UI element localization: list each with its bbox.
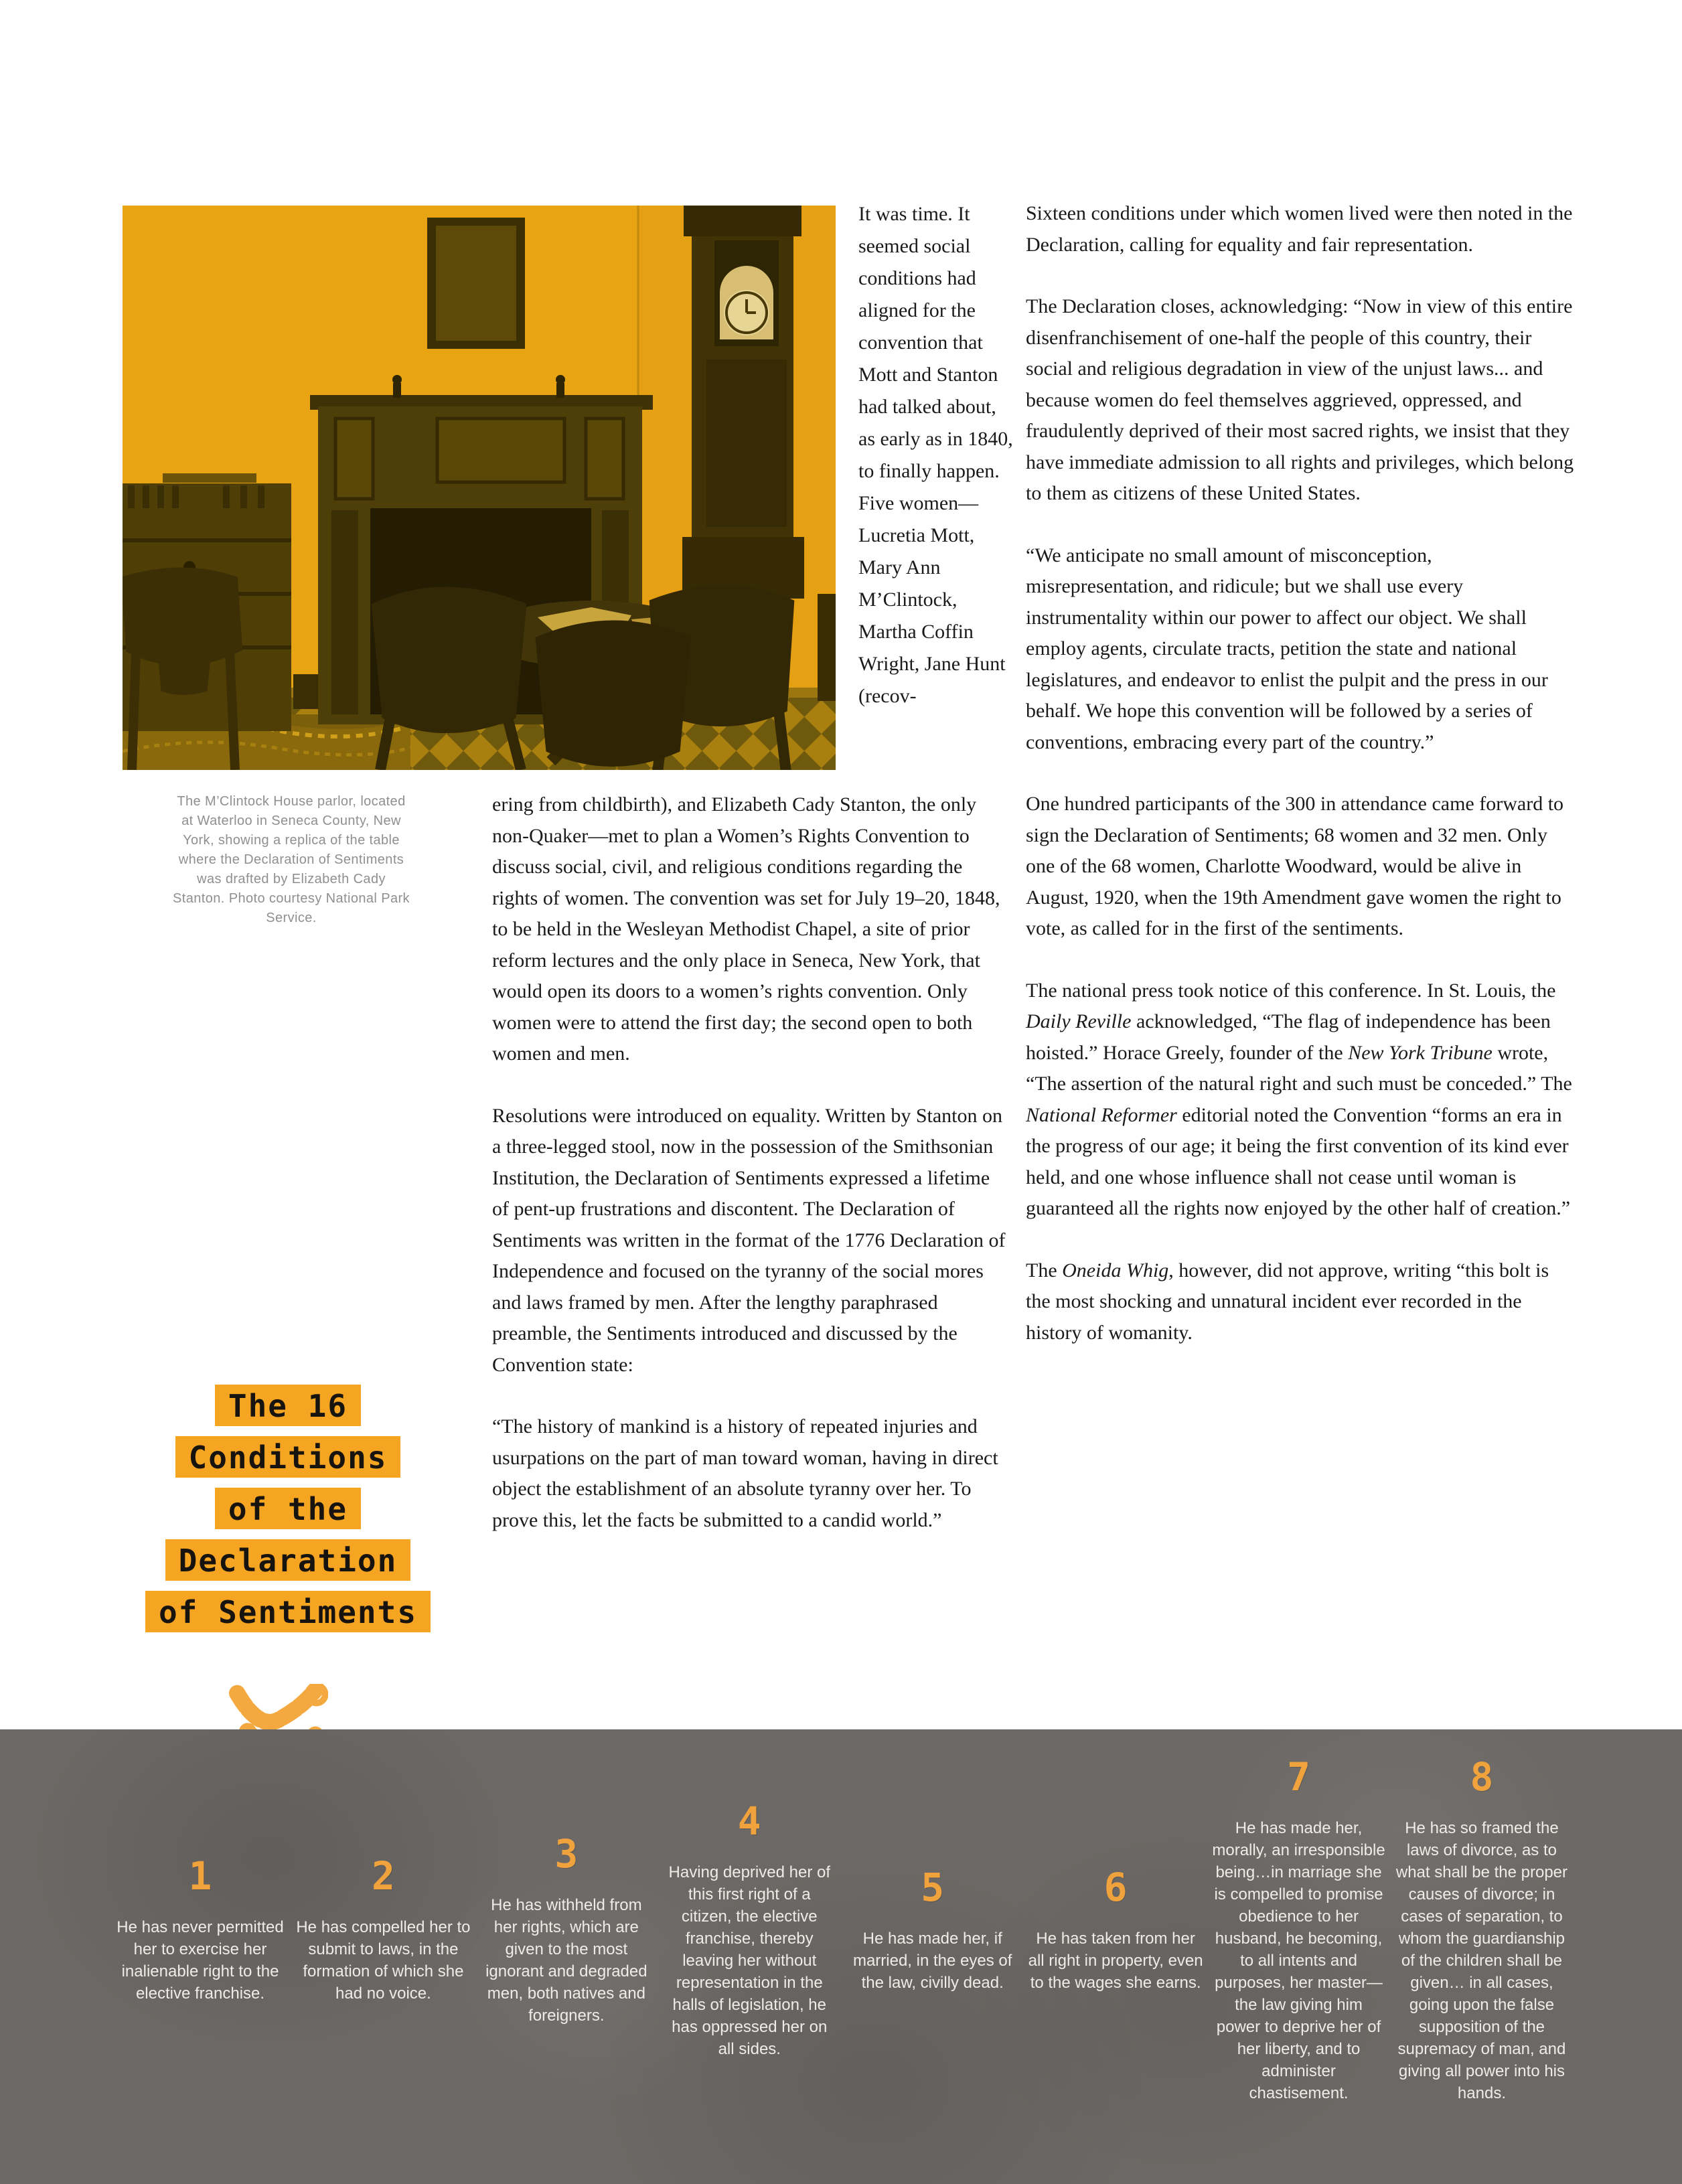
headline-line: Conditions: [175, 1436, 401, 1478]
condition-item: [845, 1864, 1020, 1994]
column-narrow: [858, 198, 1014, 743]
paragraph: The Declaration closes, acknowledging: “Now in view of this entire disenfranchisement of one-half the people of this country, their social and religious degradation in view of the unjust laws... and because women do feel themselves aggrieved, oppressed, and fraudulently deprived of their most sacred rights, we insist that they have immediate admission to all rights and privileges, which belong to them as citizens of these United States.: [1026, 295, 1574, 504]
headline-line: of Sentiments: [145, 1591, 431, 1632]
column-right: [1026, 198, 1576, 1379]
paragraph: Resolutions were introduced on equality. Written by Stanton on a three-legged stool, now in the possession of the Smithsonian Institution, the Declaration of Sentiments expressed a lifetime of pent-up frustrations and discontent. The Declaration of Sentiments was written in the format of the 1776 Declaration of Independence and focused on the tyranny of the social mores and laws framed by men. After the lengthy paraphrased preamble, the Sentiments introduced and discussed by the Convention state:: [492, 1104, 1006, 1376]
paragraph: “We anticipate no small amount of misconception, misrepresentation, and ridicule; but we shall use every instrumentality within our power to affect our object. We shall employ agents, circulate tracts, petition the state and national legislatures, and endeavor to enlist the pulpit and the press in our behalf. We hope this convention will be followed by a series of conventions, embracing every part of the country.”: [1026, 544, 1548, 753]
condition-number: 3: [554, 1831, 579, 1877]
condition-text: He has made her, if married, in the eyes of the law, civilly dead.: [852, 1929, 1012, 1992]
paragraph: “The history of mankind is a history of repeated injuries and usurpations on the part of man toward woman, having in direct object the establishment of an absolute tyranny over her. To prove this, let the facts be submitted to a candid world.”: [492, 1415, 998, 1531]
condition-text: He has compelled her to submit to laws, in the formation of which she had no voice.: [296, 1918, 471, 2003]
headline-line: The 16: [215, 1385, 361, 1426]
conditions-row: [112, 1729, 1570, 2131]
condition-number: 4: [737, 1798, 761, 1844]
condition-number: 8: [1470, 1753, 1494, 1800]
condition-number: 1: [188, 1853, 212, 1899]
condition-item: [479, 1831, 654, 2027]
column-middle: [492, 789, 1009, 1567]
condition-text: He has never permitted her to exercise her inalienable right to the elective franchise.: [117, 1918, 284, 2003]
headline-line: Declaration: [165, 1539, 411, 1581]
paragraph: The Oneida Whig, however, did not approve, writing “this bolt is the most shocking and unnatural incident ever recorded in the history of womanity.: [1026, 1259, 1549, 1344]
condition-number: 6: [1103, 1864, 1128, 1910]
condition-text: He has withheld from her rights, which are given to the most ignorant and degraded men, both natives and foreigners.: [485, 1896, 647, 2025]
condition-item: [1211, 1753, 1387, 2104]
condition-item: [112, 1853, 288, 2005]
condition-item: [1028, 1864, 1203, 1994]
paragraph: ering from childbirth), and Elizabeth Cady Stanton, the only non-Quaker—met to plan a Women’s Rights Convention to discuss social, civil, and religious conditions regarding the rights of women. The convention was set for July 19–20, 1848, to be held in the Wesleyan Methodist Chapel, a site of prior reform lectures and the only place in Seneca, New York, that would open its doors to a women’s rights convention. Only women were to attend the first day; the second open to both women and men.: [492, 793, 1000, 1065]
condition-number: 7: [1287, 1753, 1310, 1800]
condition-item: [295, 1853, 471, 2005]
condition-text: He has so framed the laws of divorce, as to what shall be the proper causes of divorce; in cases of separation, to whom the guardianship of the children shall be given… in all cases, going upon the false supposition of the supremacy of man, and giving all power into his hands.: [1395, 1818, 1568, 2102]
section-headline: [94, 1385, 482, 1642]
paragraph: Sixteen conditions under which women lived were then noted in the Declaration, calling for equality and fair representation.: [1026, 202, 1573, 256]
paragraph: The national press took notice of this conference. In St. Louis, the Daily Reville acknowledged, “The flag of independence has been hoisted.” Horace Greely, founder of the New York Tribune wrote, “The assertion of the natural right and such must be conceded.” The National Reformer editorial noted the Convention “forms an era in the progress of our age; it being the first convention of its kind ever held, and one whose influence shall not cease until woman is guaranteed all the rights now enjoyed by the other half of creation.”: [1026, 979, 1572, 1219]
grandfather-clock: [682, 206, 804, 599]
condition-number: 5: [921, 1864, 945, 1910]
condition-text: He has taken from her all right in property, even to the wages she earns.: [1028, 1929, 1203, 1992]
photo-caption: The M’Clintock House parlor, located at Waterloo in Seneca County, New York, showing a replica of the table where the Declaration of Sentiments was drafted by Elizabeth Cady Stanton. Photo courtesy National Park Service.: [173, 794, 410, 925]
condition-text: Having deprived her of this first right of a citizen, the elective franchise, thereby leaving her without representation in the halls of legislation, he has oppressed her on all sides.: [668, 1863, 830, 2058]
condition-number: 2: [371, 1853, 395, 1899]
condition-text: He has made her, morally, an irresponsible being…in marriage she is compelled to promise obedience to her husband, he becoming, to all intents and purposes, her master—the law giving him power to deprive her of her liberty, and to administer chastisement.: [1212, 1818, 1385, 2102]
paragraph: One hundred participants of the 300 in attendance came forward to sign the Declaration of Sentiments; 68 women and 32 men. Only one of the 68 women, Charlotte Woodward, would be alive in August, 1920, when the 19th Amendment gave women the right to vote, as called for in the first of the sentiments.: [1026, 793, 1564, 939]
parlor-photo: [123, 206, 836, 770]
parlor-photo-illustration: [123, 206, 836, 770]
conditions-band: [0, 1729, 1682, 2184]
paragraph: It was time. It seemed social conditions had aligned for the convention that Mott and Stanton had talked about, as early as in 1840, to finally happen. Five women— Lucretia Mott, Mary Ann M’Clintock, Martha Coffin Wright, Jane Hunt (recov-: [858, 203, 1013, 707]
condition-item: [662, 1798, 837, 2060]
headline-line: of the: [215, 1488, 361, 1529]
wall-mirror: [427, 218, 525, 349]
condition-item: [1394, 1753, 1570, 2104]
